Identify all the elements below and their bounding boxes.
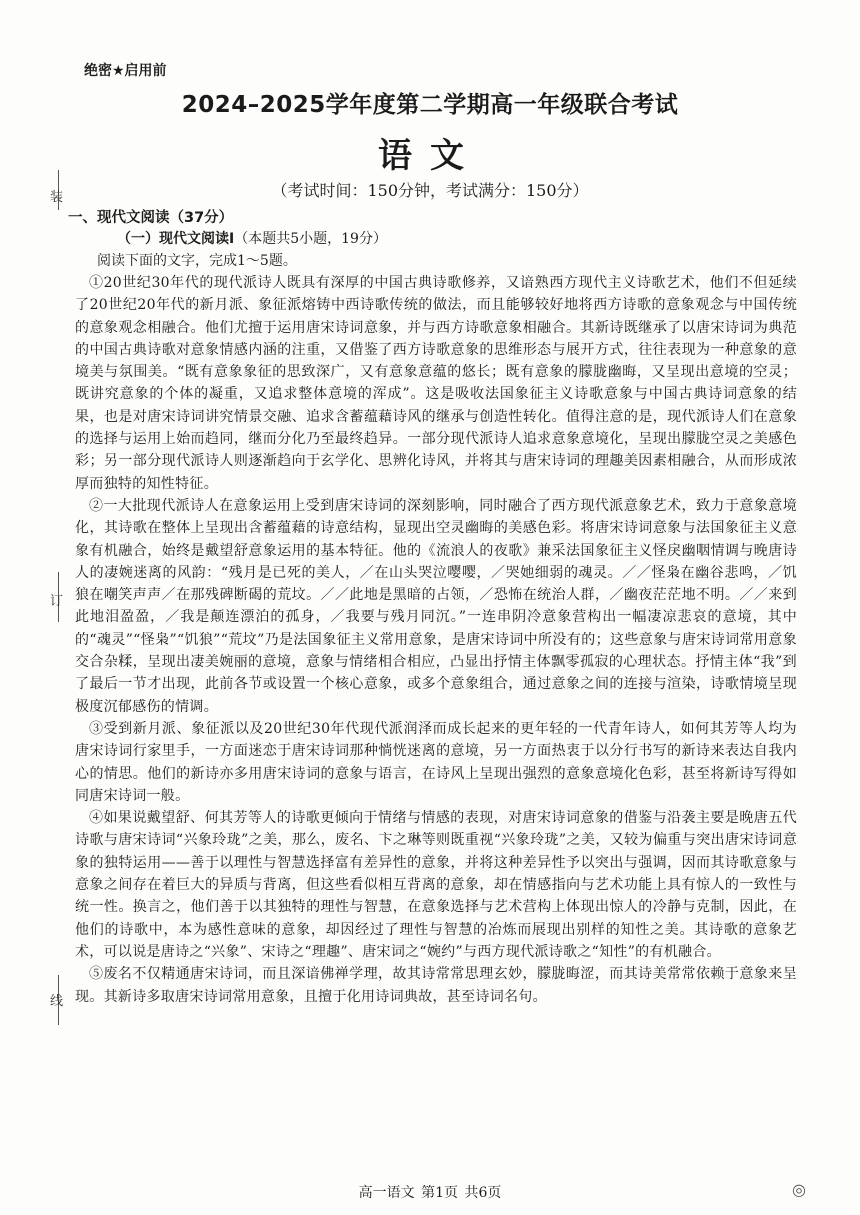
footer-total-pages: 共6页 [464,1185,502,1201]
exam-info: （考试时间：150分钟，考试满分：150分） [271,181,589,200]
passage-paragraph-5: ⑤废名不仅精通唐宋诗词，而且深谙佛禅学理，故其诗常常思理玄妙，朦胧晦涩，而其诗美常常依赖于意象来呈现。其新诗多取唐宋诗词常用意象，且擅于化用诗词典故，甚至诗词名句。 [75,966,797,1005]
binding-label-xian: 线 [50,994,64,1009]
passage-paragraph-3: ③受到新月派、象征派以及20世纪30年代现代派润泽而成长起来的更年轻的一代青年诗人，如何其芳等人均为唐宋诗词行家里手，一方面迷恋于唐宋诗词那种惝恍迷离的意境，另一方面热衷于以分行书写的新诗来表达自我内心的情思。他们的新诗亦多用唐宋诗词的意象与语言，在诗风上呈现出强烈的意象意境化色彩，甚至将新诗写得如同唐宋诗词一般。 [75,720,797,804]
binding-label-zhuang: 装 [50,190,64,205]
passage-paragraph-1: ①20世纪30年代的现代派诗人既具有深厚的中国古典诗歌修养，又谙熟西方现代主义诗歌艺术，他们不但延续了20世纪20年代的新月派、象征派熔铸中西诗歌传统的做法，而且能够较好地将西方诗歌的意象观念与中国传统的意象观念相融合。他们尤擅于运用唐宋诗词意象，并与西方诗歌意象相融合。其新诗既继承了以唐宋诗词为典范的中国古典诗歌对意象情感内涵的注重，又借鉴了西方诗歌意象的思维形态与展开方式，往往表现为一种意象的意境美与氛围美。“既有意象象征的思致深广，又有意象意蕴的悠长；既有意象的朦胧幽晦，又呈现出意境的空灵；既讲究意象的个体的凝重，又追求整体意境的浑成”。这是吸收法国象征主义诗歌意象与中国古典诗词意象的结果，也是对唐宋诗词讲究情景交融、追求含蓄蕴藉诗风的继承与创造性转化。值得注意的是，现代派诗人们在意象的选择与运用上始而趋同，继而分化乃至最终趋异。一部分现代派诗人追求意象意境化，呈现出朦胧空灵之美感色彩；另一部分现代派诗人则逐渐趋向于玄学化、思辨化诗风，并将其与唐宋诗词的理趣美因素相融合，从而形成浓厚而独特的知性特征。 [75,275,797,492]
passage-paragraph-2: ②一大批现代派诗人在意象运用上受到唐宋诗词的深刻影响，同时融合了西方现代派意象艺术，致力于意象意境化，其诗歌在整体上呈现出含蓄蕴藉的诗意结构，显现出空灵幽晦的美感色彩。将唐宋诗词意象与法国象征主义意象有机融合，始终是戴望舒意象运用的基本特征。他的《流浪人的夜歌》兼采法国象征主义怪戾幽咽情调与晚唐诗人的凄婉迷离的风韵：“残月是已死的美人，／在山头哭泣嘤嘤，／哭她细弱的魂灵。／／怪枭在幽谷悲鸣，／饥狼在嘲笑声声／在那残碑断碣的荒坟。／／此地是黑暗的占领，／恐怖在统治人群，／幽夜茫茫地不明。／／来到此地泪盈盈，／我是颠连漂泊的孤身，／我要与残月同沉。”一连串阴冷意象营构出一幅凄凉悲哀的意境，其中的“魂灵”“怪枭”“饥狼”“荒坟”乃是法国象征主义常用意象，是唐宋诗词中所没有的；这些意象与唐宋诗词常用意象交合杂糅，呈现出凄美婉丽的意境，意象与情绪相合相应，凸显出抒情主体飘零孤寂的心理状态。抒情主体“我”到了最后一节才出现，此前各节或设置一个核心意象，或多个意象组合，通过意象之间的连接与渲染，诗歌情境呈现极度沉郁感伤的情调。 [75,497,797,715]
footer-page-number: 第1页 [421,1185,458,1201]
subject-title: 语文 [378,136,482,176]
reading-instruction: 阅读下面的文字，完成1～5题。 [97,253,297,269]
subsection-heading [117,228,387,248]
exam-title: 2024–2025学年度第二学期高一年级联合考试 [181,92,679,118]
footer-subject: 高一语文 [358,1185,415,1201]
reading-passage [75,272,797,1008]
confidential-label: 绝密★启用前 [84,63,167,79]
corner-circle-mark: ◎ [792,1180,806,1199]
subsection-note: （本题共5小题，19分） [234,231,387,247]
section-heading: 一、现代文阅读（37分） [68,210,234,226]
binding-label-ding: 订 [50,594,64,609]
subsection-title: （一）现代文阅读I [117,231,235,247]
page-footer [0,1182,860,1202]
passage-paragraph-4: ④如果说戴望舒、何其芳等人的诗歌更倾向于情绪与情感的表现，对唐宋诗词意象的借鉴与沿袭主要是晚唐五代诗歌与唐宋诗词“兴象玲珑”之美，那么，废名、卞之琳等则既重视“兴象玲珑”之美，又较为偏重与突出唐宋诗词意象的独特运用——善于以理性与智慧选择富有差异性的意象，并将这种差异性予以突出与强调，因而其诗歌意象与意象之间存在着巨大的异质与背离，但这些看似相互背离的意象，却在情感指向与艺术功能上具有惊人的一致性与统一性。换言之，他们善于以其独特的理性与智慧，在意象选择与艺术营构上体现出惊人的冷静与克制，因此，在他们的诗歌中，本为感性意味的意象，却因经过了理性与智慧的冶炼而展现出别样的知性之美。其诗歌的意象艺术，可以说是唐诗之“兴象”、宋诗之“理趣”、唐宋词之“婉约”与西方现代派诗歌之“知性”的有机融合。 [75,810,797,960]
